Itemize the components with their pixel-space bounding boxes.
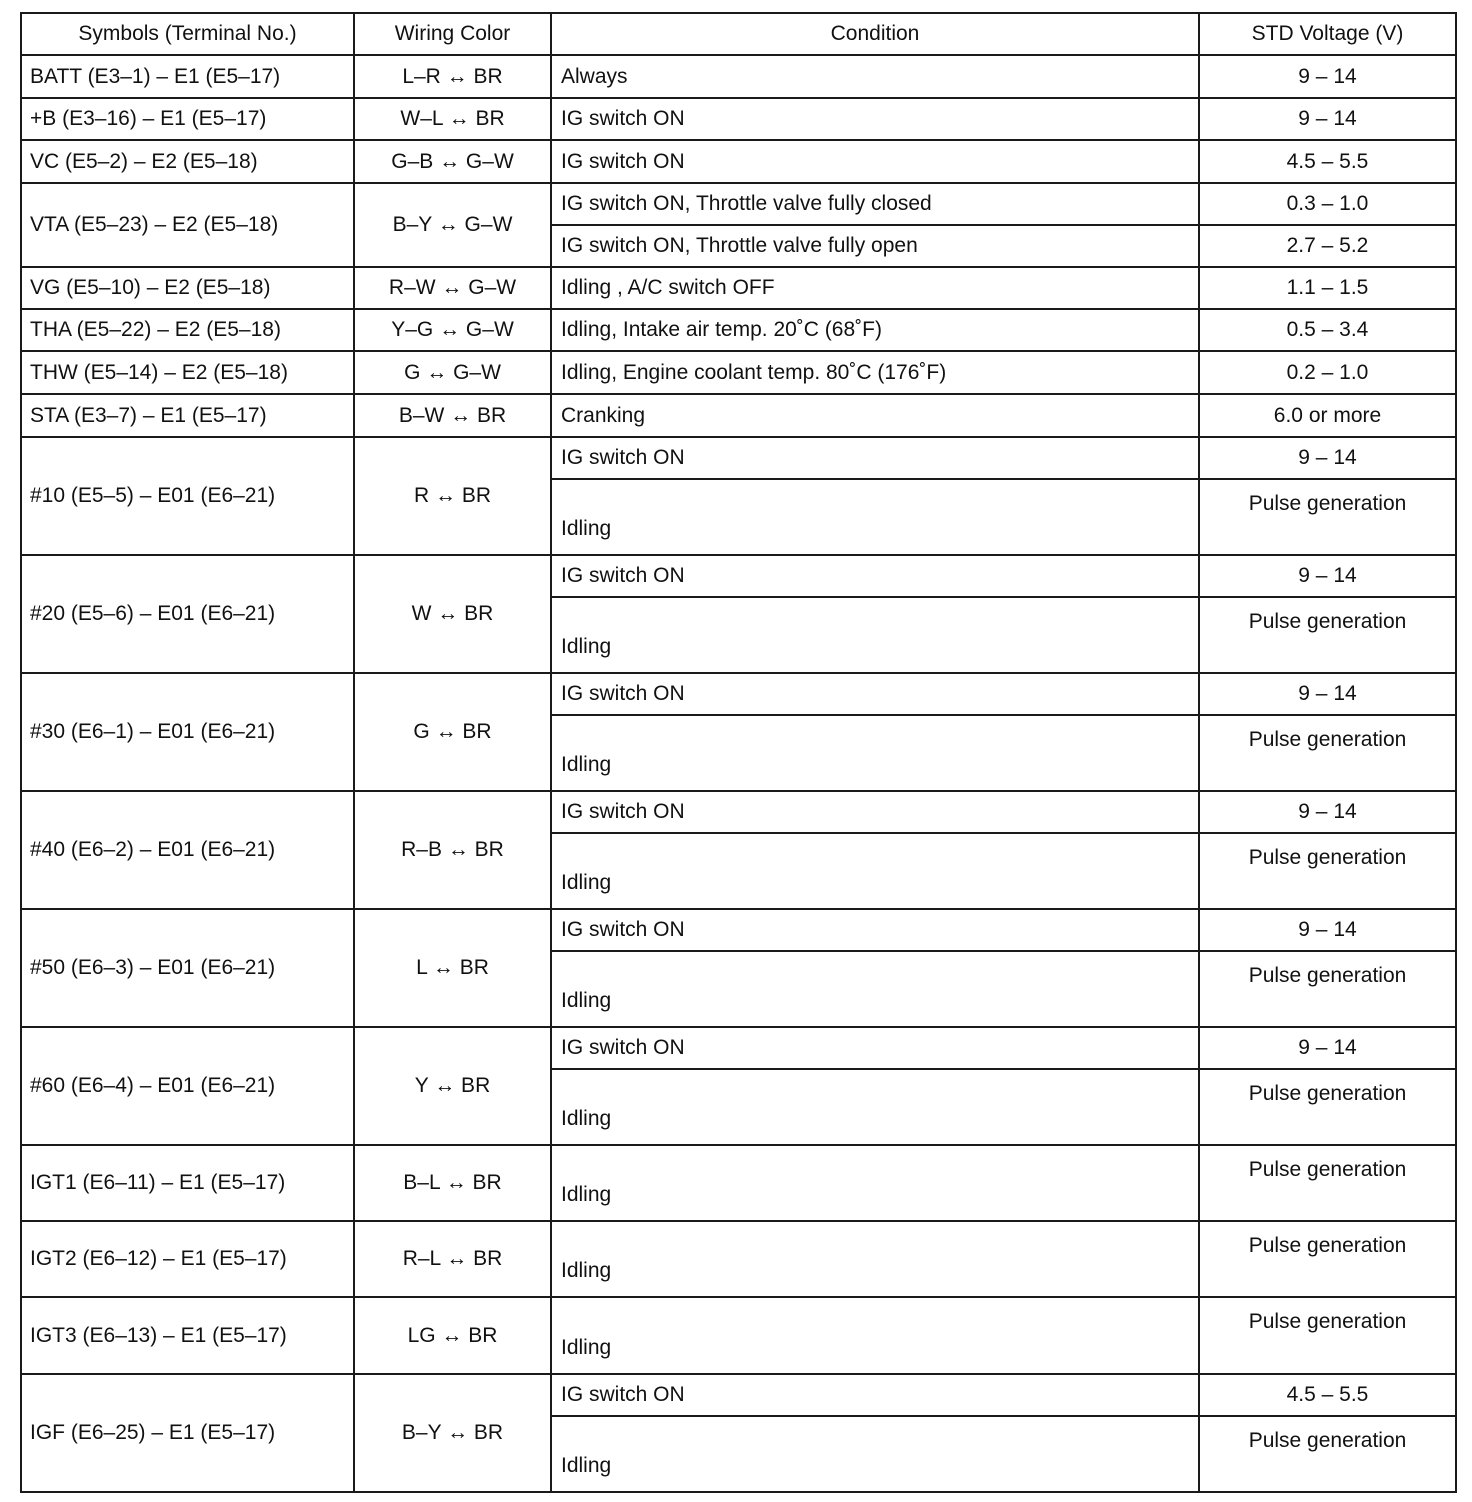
wiring-color-cell: R ↔ BR bbox=[354, 437, 551, 555]
header-wiring-color: Wiring Color bbox=[354, 13, 551, 55]
terminal-symbol-cell: VC (E5–2) – E2 (E5–18) bbox=[21, 140, 354, 183]
wiring-color-cell: G ↔ BR bbox=[354, 673, 551, 791]
std-voltage-cell: Pulse generation bbox=[1199, 1069, 1456, 1145]
condition-cell: Idling bbox=[551, 833, 1199, 909]
terminal-symbol-cell: THW (E5–14) – E2 (E5–18) bbox=[21, 351, 354, 394]
std-voltage-cell: 9 – 14 bbox=[1199, 673, 1456, 715]
std-voltage-cell: 0.3 – 1.0 bbox=[1199, 183, 1456, 225]
std-voltage-cell: 9 – 14 bbox=[1199, 909, 1456, 951]
terminal-symbol-cell: #40 (E6–2) – E01 (E6–21) bbox=[21, 791, 354, 909]
wiring-color-cell: L–R ↔ BR bbox=[354, 55, 551, 98]
wiring-color-cell: LG ↔ BR bbox=[354, 1297, 551, 1374]
std-voltage-cell: 9 – 14 bbox=[1199, 98, 1456, 140]
wiring-color-cell: B–Y ↔ G–W bbox=[354, 183, 551, 267]
table-row bbox=[21, 98, 1456, 140]
table-row bbox=[21, 673, 1456, 715]
condition-cell: Idling bbox=[551, 1297, 1199, 1374]
wiring-color-cell: G–B ↔ G–W bbox=[354, 140, 551, 183]
table-row bbox=[21, 1145, 1456, 1221]
std-voltage-cell: Pulse generation bbox=[1199, 1145, 1456, 1221]
std-voltage-cell: 9 – 14 bbox=[1199, 55, 1456, 98]
terminal-symbol-cell: STA (E3–7) – E1 (E5–17) bbox=[21, 394, 354, 437]
condition-cell: IG switch ON bbox=[551, 1374, 1199, 1416]
header-condition: Condition bbox=[551, 13, 1199, 55]
wiring-color-cell: Y–G ↔ G–W bbox=[354, 309, 551, 351]
condition-cell: Idling , A/C switch OFF bbox=[551, 267, 1199, 309]
table-row bbox=[21, 55, 1456, 98]
wiring-color-cell: B–L ↔ BR bbox=[354, 1145, 551, 1221]
condition-cell: Idling bbox=[551, 951, 1199, 1027]
condition-cell: Idling bbox=[551, 479, 1199, 555]
std-voltage-cell: Pulse generation bbox=[1199, 597, 1456, 673]
condition-cell: Idling, Intake air temp. 20˚C (68˚F) bbox=[551, 309, 1199, 351]
terminal-symbol-cell: IGT1 (E6–11) – E1 (E5–17) bbox=[21, 1145, 354, 1221]
table-row bbox=[21, 1297, 1456, 1374]
wiring-color-cell: G ↔ G–W bbox=[354, 351, 551, 394]
std-voltage-cell: Pulse generation bbox=[1199, 1221, 1456, 1297]
std-voltage-cell: 9 – 14 bbox=[1199, 1027, 1456, 1069]
terminal-symbol-cell: IGF (E6–25) – E1 (E5–17) bbox=[21, 1374, 354, 1492]
terminal-symbol-cell: #10 (E5–5) – E01 (E6–21) bbox=[21, 437, 354, 555]
table-row bbox=[21, 140, 1456, 183]
terminal-symbol-cell: VTA (E5–23) – E2 (E5–18) bbox=[21, 183, 354, 267]
std-voltage-cell: 6.0 or more bbox=[1199, 394, 1456, 437]
std-voltage-cell: Pulse generation bbox=[1199, 715, 1456, 791]
condition-cell: Cranking bbox=[551, 394, 1199, 437]
std-voltage-cell: Pulse generation bbox=[1199, 951, 1456, 1027]
std-voltage-cell: Pulse generation bbox=[1199, 833, 1456, 909]
table-row bbox=[21, 1221, 1456, 1297]
table-row bbox=[21, 267, 1456, 309]
wiring-color-cell: R–W ↔ G–W bbox=[354, 267, 551, 309]
std-voltage-cell: 1.1 – 1.5 bbox=[1199, 267, 1456, 309]
wiring-color-cell: R–B ↔ BR bbox=[354, 791, 551, 909]
terminal-symbol-cell: +B (E3–16) – E1 (E5–17) bbox=[21, 98, 354, 140]
table-row bbox=[21, 791, 1456, 833]
condition-cell: IG switch ON bbox=[551, 437, 1199, 479]
table-row bbox=[21, 309, 1456, 351]
condition-cell: Idling bbox=[551, 597, 1199, 673]
std-voltage-cell: 0.2 – 1.0 bbox=[1199, 351, 1456, 394]
std-voltage-cell: Pulse generation bbox=[1199, 1416, 1456, 1492]
terminal-symbol-cell: IGT2 (E6–12) – E1 (E5–17) bbox=[21, 1221, 354, 1297]
std-voltage-cell: 2.7 – 5.2 bbox=[1199, 225, 1456, 267]
header-row bbox=[21, 13, 1456, 55]
terminal-symbol-cell: #30 (E6–1) – E01 (E6–21) bbox=[21, 673, 354, 791]
header-symbols: Symbols (Terminal No.) bbox=[21, 13, 354, 55]
table-row bbox=[21, 909, 1456, 951]
condition-cell: IG switch ON bbox=[551, 555, 1199, 597]
table-row bbox=[21, 1027, 1456, 1069]
table-row bbox=[21, 183, 1456, 225]
condition-cell: Idling bbox=[551, 1416, 1199, 1492]
table-body bbox=[21, 55, 1456, 1492]
std-voltage-cell: 4.5 – 5.5 bbox=[1199, 140, 1456, 183]
condition-cell: IG switch ON bbox=[551, 1027, 1199, 1069]
terminal-symbol-cell: IGT3 (E6–13) – E1 (E5–17) bbox=[21, 1297, 354, 1374]
table-row bbox=[21, 351, 1456, 394]
condition-cell: IG switch ON, Throttle valve fully closed bbox=[551, 183, 1199, 225]
std-voltage-cell: 9 – 14 bbox=[1199, 437, 1456, 479]
condition-cell: Idling bbox=[551, 1145, 1199, 1221]
std-voltage-cell: 4.5 – 5.5 bbox=[1199, 1374, 1456, 1416]
condition-cell: Idling bbox=[551, 715, 1199, 791]
wiring-color-cell: R–L ↔ BR bbox=[354, 1221, 551, 1297]
condition-cell: IG switch ON bbox=[551, 140, 1199, 183]
wiring-color-cell: W–L ↔ BR bbox=[354, 98, 551, 140]
header-std-voltage: STD Voltage (V) bbox=[1199, 13, 1456, 55]
wiring-color-cell: B–W ↔ BR bbox=[354, 394, 551, 437]
condition-cell: IG switch ON, Throttle valve fully open bbox=[551, 225, 1199, 267]
std-voltage-cell: 9 – 14 bbox=[1199, 791, 1456, 833]
std-voltage-cell: 9 – 14 bbox=[1199, 555, 1456, 597]
condition-cell: Idling bbox=[551, 1221, 1199, 1297]
condition-cell: Idling, Engine coolant temp. 80˚C (176˚F) bbox=[551, 351, 1199, 394]
wiring-color-cell: L ↔ BR bbox=[354, 909, 551, 1027]
wiring-color-cell: B–Y ↔ BR bbox=[354, 1374, 551, 1492]
wiring-color-cell: Y ↔ BR bbox=[354, 1027, 551, 1145]
table-row bbox=[21, 1374, 1456, 1416]
terminal-symbol-cell: #20 (E5–6) – E01 (E6–21) bbox=[21, 555, 354, 673]
condition-cell: Always bbox=[551, 55, 1199, 98]
terminal-symbol-cell: VG (E5–10) – E2 (E5–18) bbox=[21, 267, 354, 309]
condition-cell: IG switch ON bbox=[551, 98, 1199, 140]
terminal-symbol-cell: #60 (E6–4) – E01 (E6–21) bbox=[21, 1027, 354, 1145]
table-row bbox=[21, 437, 1456, 479]
terminal-symbol-cell: BATT (E3–1) – E1 (E5–17) bbox=[21, 55, 354, 98]
condition-cell: Idling bbox=[551, 1069, 1199, 1145]
condition-cell: IG switch ON bbox=[551, 909, 1199, 951]
std-voltage-cell: Pulse generation bbox=[1199, 1297, 1456, 1374]
terminal-voltage-table bbox=[20, 12, 1457, 1493]
table-row bbox=[21, 555, 1456, 597]
terminal-symbol-cell: #50 (E6–3) – E01 (E6–21) bbox=[21, 909, 354, 1027]
terminal-symbol-cell: THA (E5–22) – E2 (E5–18) bbox=[21, 309, 354, 351]
table-row bbox=[21, 394, 1456, 437]
condition-cell: IG switch ON bbox=[551, 673, 1199, 715]
std-voltage-cell: 0.5 – 3.4 bbox=[1199, 309, 1456, 351]
condition-cell: IG switch ON bbox=[551, 791, 1199, 833]
wiring-color-cell: W ↔ BR bbox=[354, 555, 551, 673]
std-voltage-cell: Pulse generation bbox=[1199, 479, 1456, 555]
